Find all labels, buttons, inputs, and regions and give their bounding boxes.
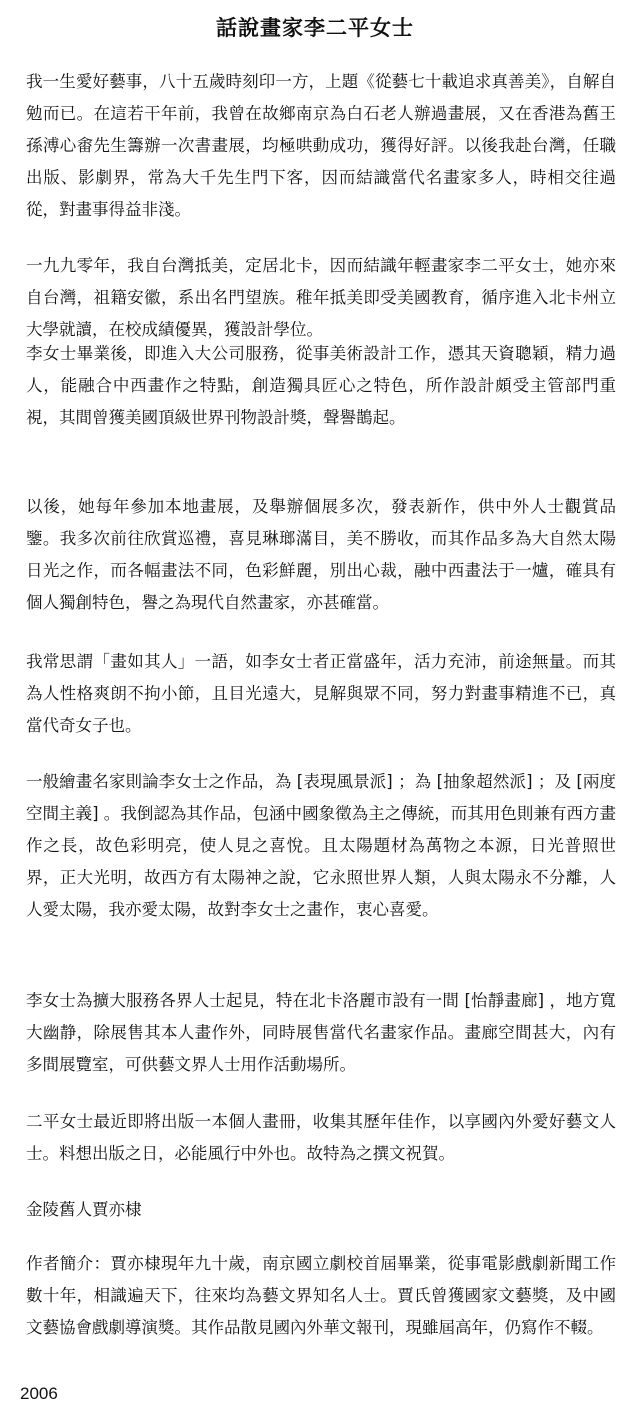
paragraph-career: 李女士畢業後，即進入大公司服務，從事美術設計工作，憑其天資聰穎，精力過人，能融合中西畫作之特點，創造獨具匠心之特色，所作設計頗受主管部門重視，其間曾獲美國頂級世界刊物設計獎，聲譽鵲起。 bbox=[26, 344, 616, 427]
paragraph-gallery: 李女士為擴大服務各界人士起見，特在北卡洛麗市設有一間 [怡靜畫廊] ，地方寬大幽静，除展售其本人畫作外，同時展售當代名畫家作品。畫廊空間甚大，內有多間展覽室，可供藝文界人士用作活動場所。 bbox=[26, 991, 616, 1074]
paragraph-album: 二平女士最近即將出版一本個人畫冊，收集其歷年佳作，以享國內外愛好藝文人士。料想出版之日，必能風行中外也。故特為之撰文祝賀。 bbox=[26, 1112, 616, 1163]
author-bio: 作者簡介：賈亦棣現年九十歲，南京國立劇校首屆畢業，從事電影戲劇新聞工作數十年，相識遍天下，往來均為藝文界知名人士。賈氏曾獲國家文藝獎，及中國文藝協會戲劇導演獎。其作品散見國內外華文報刊，現雖屆高年，仍寫作不輟。 bbox=[26, 1254, 616, 1337]
document-title: 話說畫家李二平女士 bbox=[216, 16, 414, 40]
paragraph-character: 我常思謂「畫如其人」一語，如李女士者正當盛年，活力充沛，前途無量。而其為人性格爽朗不拘小節，且目光遠大，見解與眾不同，努力對畫事精進不已，真當代奇女子也。 bbox=[26, 652, 616, 735]
paragraph-exhibitions: 以後，她每年參加本地畫展，及舉辦個展多次，發表新作，供中外人士觀賞品鑒。我多次前往欣賞巡禮，喜見琳瑯滿目，美不勝收，而其作品多為大自然太陽日光之作，而各幅畫法不同，色彩鮮麗，別出心裁，融中西畫法于一爐，確具有個人獨創特色，譽之為現代自然畫家，亦甚確當。 bbox=[26, 497, 616, 612]
document-year: 2006 bbox=[20, 1384, 58, 1403]
author-signature: 金陵舊人賈亦棣 bbox=[26, 1200, 142, 1219]
paragraph-style: 一般繪畫名家則論李女士之作品，為 [表現風景派] ；為 [抽象超然派] ；及 [兩度空間主義] 。我倒認為其作品，包涵中國象徵為主之傳統，而其用色則兼有西方畫作之長，故色彩明亮，使人見之喜悅。且太陽題材為萬物之本源，日光普照世界，正大光明，故西方有太陽神之說，它永照世界人類，人與太陽永不分離，人人愛太陽，我亦愛太陽，故對李女士之畫作，衷心喜愛。 bbox=[26, 772, 616, 919]
paragraph-intro: 我一生愛好藝事，八十五歲時刻印一方，上題《從藝七十載追求真善美》，自解自勉而已。在這若干年前，我曾在故鄉南京為白石老人辦過畫展，又在香港為舊王孫溥心畬先生籌辦一次書畫展，均極哄動成功，獲得好評。以後我赴台灣，任職出版、影劇界，常為大千先生門下客，因而結識當代名畫家多人，時相交往過從，對畫事得益非淺。 bbox=[26, 72, 616, 219]
paragraph-meeting: 一九九零年，我自台灣抵美，定居北卡，因而結識年輕畫家李二平女士，她亦來自台灣，祖籍安徽，系出名門望族。稚年抵美即受美國教育，循序進入北卡州立大學就讀，在校成績優異，獲設計學位。 bbox=[26, 256, 616, 339]
